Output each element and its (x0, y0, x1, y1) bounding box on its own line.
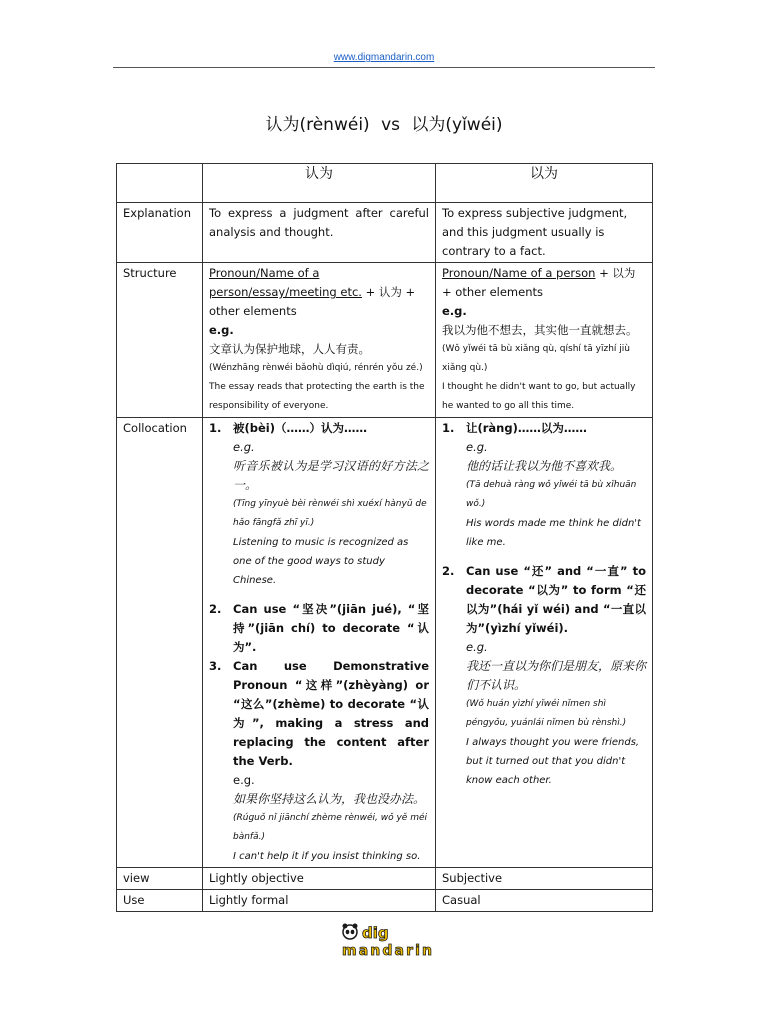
row-structure (117, 263, 653, 418)
row-label-use: Use (117, 890, 203, 912)
example-en: His words made me think he didn't like me. (466, 518, 641, 548)
header-renwei: 认为 (203, 164, 436, 203)
list-item (209, 600, 429, 657)
example-eg: e.g. (233, 773, 255, 787)
list-number: 1. (209, 421, 222, 435)
list-item (442, 419, 646, 438)
site-link[interactable]: www.digmandarin.com (333, 52, 435, 63)
row-label-collocation: Collocation (117, 418, 203, 868)
list-number: 3. (209, 659, 222, 673)
structure-example-zh: 文章认为保护地球，人人有责。 (209, 342, 370, 356)
collocation-rule: Can use Demonstrative Pronoun “这样”(zhèyàng) or “这么”(zhème) to decorate “认为”, making a stress and replacing the content after the Verb. (233, 659, 429, 768)
logo-line1: dig (362, 924, 389, 942)
example-eg: e.g. (466, 640, 488, 654)
example-en: Listening to music is recognized as one of the good ways to study Chinese. (233, 537, 409, 586)
structure-eg: e.g. (442, 304, 467, 318)
structure-renwei (203, 263, 436, 418)
structure-example-en: The essay reads that protecting the earth is the responsibility of everyone. (209, 382, 425, 411)
collocation-pattern: 让(ràng)……以为…… (466, 421, 587, 435)
panda-icon (343, 924, 358, 940)
list-item (209, 419, 429, 438)
logo-line2: mandarin (342, 943, 432, 959)
structure-formula (209, 264, 429, 321)
structure-example-en: I thought he didn't want to go, but actually he wanted to go all this time. (442, 382, 636, 411)
view-yiwei: Subjective (436, 868, 653, 890)
example-eg: e.g. (233, 440, 255, 454)
collocation-pattern: 被(bèi)（……）认为…… (233, 421, 367, 435)
row-collocation (117, 418, 653, 868)
collocation-rule: Can use “还” and “一直” to decorate “以为” to form “还以为”(hái yǐ wéi) and “一直以为”(yìzhí yǐwéi). (466, 564, 646, 635)
header-yiwei: 以为 (436, 164, 653, 203)
list-number: 2. (442, 564, 455, 578)
use-renwei: Lightly formal (203, 890, 436, 912)
collocation-yiwei (436, 418, 653, 868)
structure-eg: e.g. (209, 323, 234, 337)
example-en: I can't help it if you insist thinking so. (233, 851, 421, 862)
row-use (117, 890, 653, 912)
structure-example-pinyin: (Wǒ yǐwéi tā bù xiǎng qù, qíshí tā yīzhí jiù xiǎng qù.) (442, 344, 630, 373)
example-zh: 他的话让我以为他不喜欢我。 (466, 459, 623, 473)
row-explanation (117, 203, 653, 263)
list-number: 1. (442, 421, 455, 435)
example-en: I always thought you were friends, but it turned out that you didn't know each other. (466, 737, 640, 786)
structure-yiwei (436, 263, 653, 418)
row-label-view: view (117, 868, 203, 890)
row-label-explanation: Explanation (117, 203, 203, 263)
structure-formula (442, 264, 646, 302)
table-header-row (117, 164, 653, 203)
row-label-structure: Structure (117, 263, 203, 418)
page-title: 认为(rènwéi) vs 以为(yǐwéi) (265, 115, 503, 135)
collocation-renwei (203, 418, 436, 868)
structure-formula-underlined: Pronoun/Name of a person/essay/meeting etc. (209, 266, 362, 299)
structure-formula-rest: + 以为 + other elements (442, 266, 636, 299)
example-zh: 如果你坚持这么认为，我也没办法。 (233, 792, 426, 806)
example-zh: 听音乐被认为是学习汉语的好方法之一。 (233, 459, 429, 492)
header-empty-cell (117, 164, 203, 203)
list-number: 2. (209, 602, 222, 616)
example-eg: e.g. (466, 440, 488, 454)
example-pinyin: (Wǒ huán yìzhí yǐwéi nǐmen shì péngyǒu, yuánlái nǐmen bù rènshì.) (466, 699, 627, 728)
structure-formula-underlined: Pronoun/Name of a person (442, 266, 596, 280)
structure-example-zh: 我以为他不想去，其实他一直就想去。 (442, 323, 638, 337)
list-item (209, 657, 429, 771)
example-pinyin: (Rúguǒ nǐ jiānchí zhème rènwéi, wǒ yě méi bànfǎ.) (233, 813, 428, 842)
structure-example-pinyin: (Wénzhāng rènwéi bǎohù dìqiú, rénrén yǒu zé.) (209, 363, 423, 373)
list-item (442, 562, 646, 638)
digmandarin-logo (340, 920, 440, 960)
structure-formula-rest: + 认为 + other elements (209, 285, 416, 318)
collocation-rule: Can use “坚决”(jiān jué), “坚持”(jiān chí) to decorate “认为”. (233, 602, 429, 654)
example-zh: 我还一直以为你们是朋友，原来你们不认识。 (466, 659, 647, 692)
view-renwei: Lightly objective (203, 868, 436, 890)
comparison-table (116, 163, 653, 912)
use-yiwei: Casual (436, 890, 653, 912)
explanation-yiwei: To express subjective judgment, and this judgment usually is contrary to a fact. (436, 203, 653, 263)
example-pinyin: (Tīng yīnyuè bèi rènwéi shì xuéxí hànyǔ de hǎo fāngfǎ zhī yī.) (233, 499, 427, 528)
explanation-renwei: To express a judgment after careful analysis and thought. (203, 203, 436, 263)
header-divider (113, 67, 655, 68)
example-pinyin: (Tā dehuà ràng wǒ yǐwéi tā bù xǐhuān wǒ.) (466, 480, 637, 509)
row-view (117, 868, 653, 890)
